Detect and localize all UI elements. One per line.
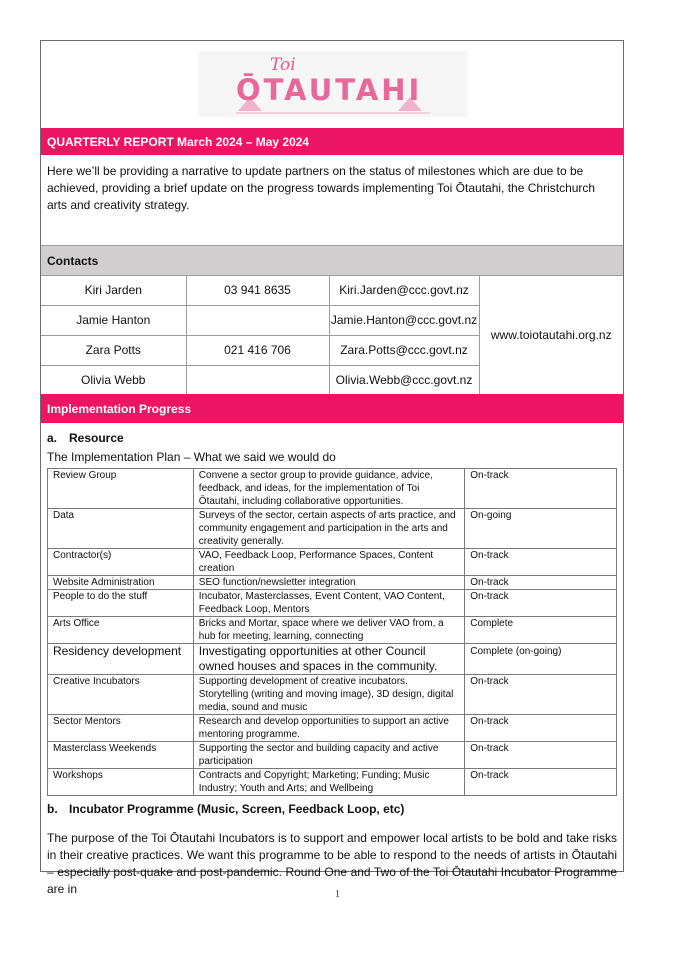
plan-status: On-track [465, 549, 617, 576]
table-row [48, 590, 617, 617]
plan-status: Complete [465, 617, 617, 644]
logo-area [41, 41, 623, 128]
contact-name: Jamie Hanton [41, 305, 186, 335]
plan-item: Workshops [48, 769, 194, 796]
table-row [48, 675, 617, 715]
plan-status: On-track [465, 742, 617, 769]
plan-status: On-track [465, 469, 617, 509]
plan-status: Complete (on-going) [465, 644, 617, 675]
section-b-title: Incubator Programme (Music, Screen, Feedback Loop, etc) [69, 802, 405, 816]
contacts-heading-text: Contacts [47, 253, 99, 268]
section-a-title: Resource [69, 431, 124, 445]
toi-otautahi-logo [198, 51, 468, 117]
contact-phone: 021 416 706 [186, 335, 329, 365]
contacts-heading [41, 246, 623, 276]
logo-script-text: Toi [270, 55, 296, 75]
section-a-number: a. [47, 431, 58, 445]
intro-paragraph: Here we’ll be providing a narrative to update partners on the status of milestones which are due to be achieved, providing a brief update on the progress towards implementing Toi Ōtautahi, the Christchurch arts and creativity strategy. [41, 155, 623, 246]
plan-status: On-track [465, 675, 617, 715]
table-row [48, 742, 617, 769]
table-row [48, 549, 617, 576]
plan-item: Creative Incubators [48, 675, 194, 715]
plan-description: SEO function/newsletter integration [193, 576, 464, 590]
plan-item: Contractor(s) [48, 549, 194, 576]
contact-email[interactable]: Olivia.Webb@ccc.govt.nz [329, 365, 479, 394]
page-number: 1 [335, 889, 340, 900]
section-b-number: b. [47, 802, 58, 816]
implementation-heading-bar [41, 394, 623, 423]
plan-item: Data [48, 509, 194, 549]
contact-email[interactable]: Zara.Potts@ccc.govt.nz [329, 335, 479, 365]
plan-description: Convene a sector group to provide guidance, advice, feedback, and ideas, for the implementation of Toi Ōtautahi, including collaborative opportunities. [193, 469, 464, 509]
plan-description: Investigating opportunities at other Council owned houses and spaces in the community. [193, 644, 464, 675]
incubator-paragraph: The purpose of the Toi Ōtautahi Incubators is to support and empower local artists to be bold and take risks in their creative practices. We want this programme to be able to respond to the needs of artists in Ōtautahi – especially post-quake and post-pandemic. Round One and Two of the Toi Ōtautahi Incubator Programme are in [47, 831, 617, 896]
table-row [48, 644, 617, 675]
plan-item: Masterclass Weekends [48, 742, 194, 769]
contact-email[interactable]: Kiri.Jarden@ccc.govt.nz [329, 276, 479, 305]
contact-phone [186, 305, 329, 335]
contact-name: Kiri Jarden [41, 276, 186, 305]
section-b-heading [47, 802, 617, 818]
plan-status: On-track [465, 769, 617, 796]
contact-name: Zara Potts [41, 335, 186, 365]
plan-status: On-going [465, 509, 617, 549]
table-row [48, 469, 617, 509]
plan-item: People to do the stuff [48, 590, 194, 617]
contact-row [41, 276, 623, 305]
table-row [48, 715, 617, 742]
plan-item: Review Group [48, 469, 194, 509]
section-resource [41, 431, 623, 468]
contact-name: Olivia Webb [41, 365, 186, 394]
section-incubator [41, 802, 623, 898]
implementation-heading: Implementation Progress [47, 401, 192, 416]
plan-status: On-track [465, 715, 617, 742]
section-a-heading [47, 431, 617, 447]
plan-item: Sector Mentors [48, 715, 194, 742]
plan-item: Website Administration [48, 576, 194, 590]
report-page [40, 40, 624, 896]
plan-description: Supporting development of creative incubators. Storytelling (writing and moving image), 3D design, digital media, sound and music [193, 675, 464, 715]
contacts-table [41, 276, 623, 394]
plan-description: Bricks and Mortar, space where we deliver VAO from, a hub for meeting, learning, connecting [193, 617, 464, 644]
implementation-plan-table [47, 468, 617, 796]
plan-item: Arts Office [48, 617, 194, 644]
plan-item: Residency development [48, 644, 194, 675]
contact-email[interactable]: Jamie.Hanton@ccc.govt.nz [329, 305, 479, 335]
plan-intro: The Implementation Plan – What we said we would do [47, 450, 336, 464]
contact-phone: 03 941 8635 [186, 276, 329, 305]
plan-description: VAO, Feedback Loop, Performance Spaces, Content creation [193, 549, 464, 576]
table-row [48, 576, 617, 590]
report-title: QUARTERLY REPORT March 2024 – May 2024 [47, 134, 310, 149]
contact-phone [186, 365, 329, 394]
contacts-website[interactable]: www.toiotautahi.org.nz [490, 328, 612, 342]
plan-description: Surveys of the sector, certain aspects of arts practice, and community engagement and participation in the arts and creativity generally. [193, 509, 464, 549]
logo-wordmark: ŌTAUTAHI [236, 73, 423, 107]
table-row [48, 617, 617, 644]
report-title-bar [41, 128, 623, 155]
plan-status: On-track [465, 590, 617, 617]
table-row [48, 769, 617, 796]
plan-description: Contracts and Copyright; Marketing; Funding; Music Industry; Youth and Arts; and Wellbeing [193, 769, 464, 796]
plan-status: On-track [465, 576, 617, 590]
plan-description: Supporting the sector and building capacity and active participation [193, 742, 464, 769]
plan-description: Incubator, Masterclasses, Event Content, VAO Content, Feedback Loop, Mentors [193, 590, 464, 617]
plan-description: Research and develop opportunities to support an active mentoring programme. [193, 715, 464, 742]
table-row [48, 509, 617, 549]
